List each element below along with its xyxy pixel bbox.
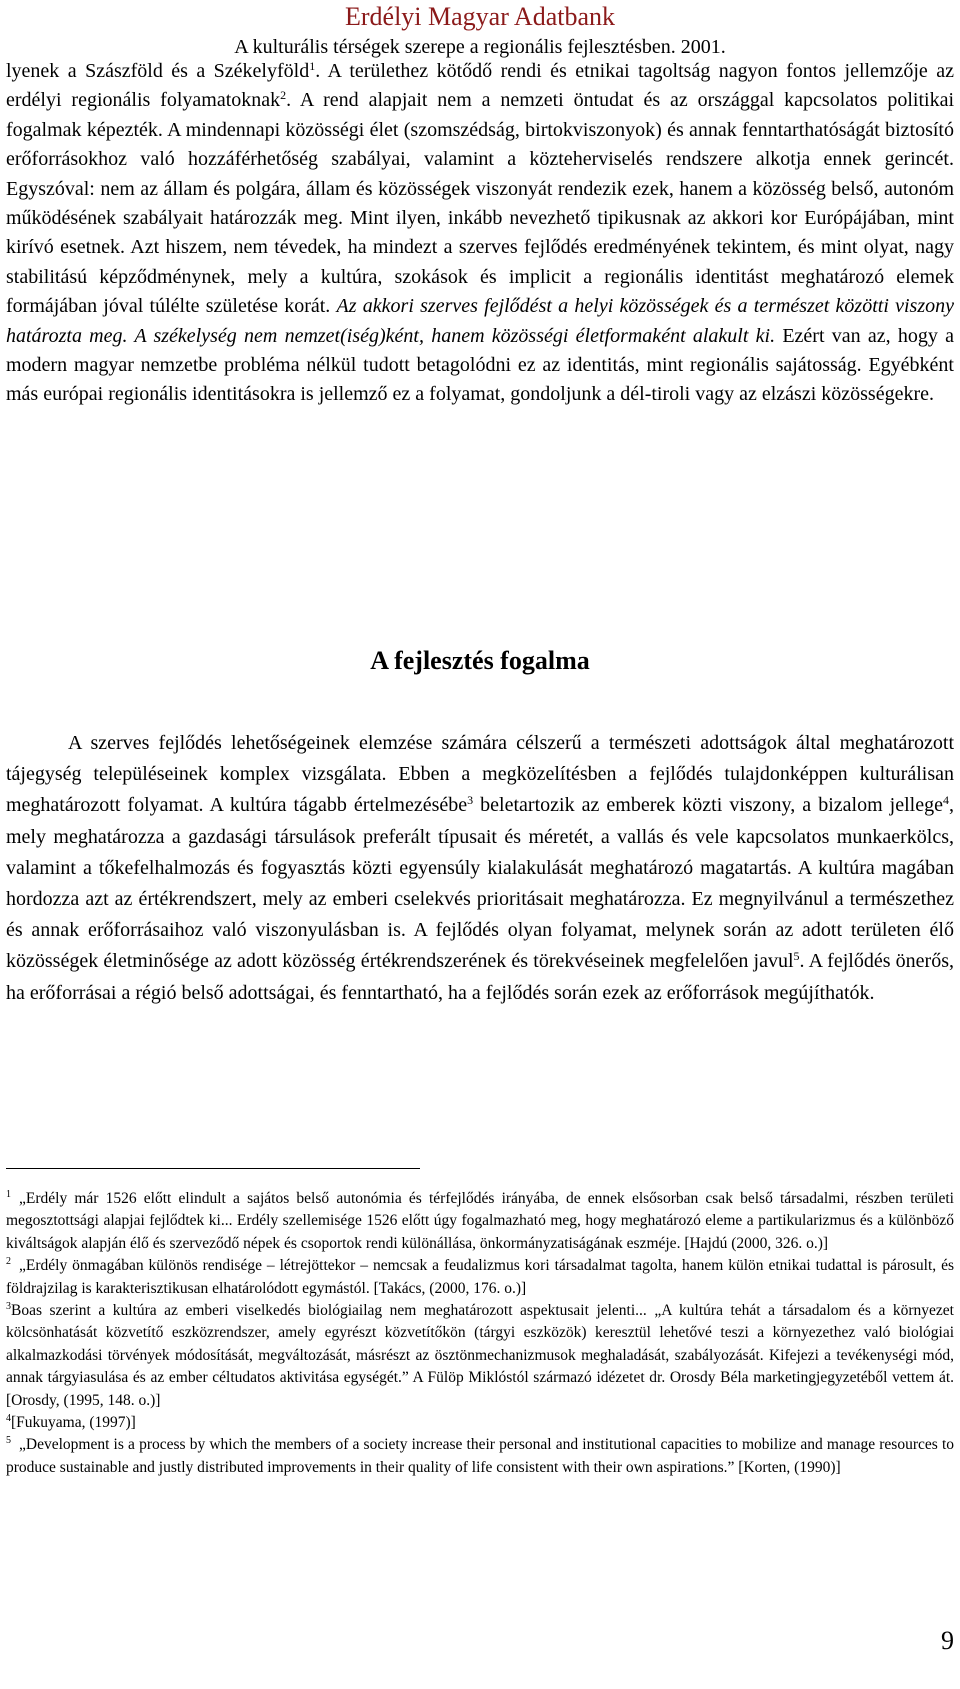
document-title: A kulturális térségek szerepe a regionális fejlesztésben. 2001. bbox=[234, 36, 726, 58]
body-text-segment: . A területhez kötődő rendi és etnikai tagoltság nagyon fontos jellemzője az erdélyi regionális folyamatoknak bbox=[6, 60, 955, 112]
footnote-ref-2[interactable]: 2 bbox=[280, 88, 287, 103]
body-italic-segment: Az akkori szerves fejlődést a helyi közösségek és a természet közötti viszony határozta meg. A székelység nem nemzet(iség)ként, hanem közösségi életformaként alakult ki. bbox=[6, 295, 954, 347]
body-paragraph bbox=[6, 57, 954, 410]
site-title[interactable]: Erdélyi Magyar Adatbank bbox=[344, 2, 616, 31]
footnote-4 bbox=[6, 1412, 954, 1434]
body-text-segment: lyenek a Szászföld és a Székelyföld bbox=[6, 60, 310, 82]
footnote-number: 2 bbox=[6, 1256, 11, 1268]
section-paragraph bbox=[6, 728, 954, 1009]
footnote-ref-3[interactable]: 3 bbox=[467, 793, 474, 808]
footnote-text: „Erdély önmagában különös rendisége – létrejöttekor – nemcsak a feudalizmus kori társadalmat tagolta, hanem külön etnikai tudattal is párosult, és földrajzilag is karakterisztikusan elhatárolódott egymástól. [Takács, (2000, 176. o.)] bbox=[6, 1257, 954, 1297]
footnote-number: 4 bbox=[6, 1413, 11, 1425]
footnote-text: Boas szerint a kultúra az emberi viselkedés biológiailag nem meghatározott aspektusait jelenti... „A kultúra tehát a társadalom és a környezet kölcsönhatását közvetítő eszközrendszer, amely egyrészt közvetítőkön (tárgyi eszközök) keresztül lehetővé teszi a környezethez való biológiai alkalmazkodási törvények módosítását, megváltozását, másrészt az ösztönmechanizmusok meghaladását, szabályozását. Kifejezi a tevékenységi mód, annak tárgyiasulása és az ember céltudatos aktivitása egységét.” A Fülöp Miklóstól származó idézetet dr. Orosdy Béla marketingjegyzetéből vettem át. [Orosdy, (1995, 148. o.)] bbox=[6, 1302, 954, 1409]
footnote-text: „Erdély már 1526 előtt elindult a sajátos belső autonómia és térfejlődés irányába, de ennek elsősorban csak belső társadalmi, részben területi megosztottsági alapjai fejlődtek ki... Erdély szellemisége 1526 előtt úgy fogalmazható meg, hogy meghatározó eleme a partikularizmus és a különböző kiváltságok alapján élő és szerveződő népek és csoportok rendi különállása, önkormányzatiságának eszméje. [Hajdú (2000, 326. o.)] bbox=[6, 1190, 954, 1252]
section-text-segment: , mely meghatározza a gazdasági társulások preferált típusait és méretét, a vallás és vele kapcsolatos munkaerkölcs, valamint a tőkefelhalmozás és fogyasztás közti egyensúly kialakulását meghatározó magatartás. A kultúra magában hordozza azt az értékrendszert, mely az emberi cselekvés prioritásait meghatározza. Ez megnyilvánul a természethez és annak erőforrásaihoz való viszonyulásban is. A fejlődés olyan folyamat, melynek során az adott területen élő közösségek életminősége az adott közösség értékrendszerének és törekvéseinek megfelelően javul bbox=[6, 794, 954, 973]
page-header bbox=[0, 2, 960, 59]
footnote-text: [Fukuyama, (1997)] bbox=[11, 1414, 136, 1432]
footnote-5 bbox=[6, 1434, 954, 1479]
footnote-2 bbox=[6, 1255, 954, 1300]
page-number: 9 bbox=[941, 1626, 954, 1655]
footnote-divider bbox=[6, 1168, 420, 1169]
footnote-number: 1 bbox=[6, 1189, 11, 1200]
footnote-ref-4[interactable]: 4 bbox=[942, 793, 949, 808]
body-text-segment: Ezért van az, hogy a modern magyar nemzetbe probléma nélkül tudott betagolódni ez az identitás, mint regionális sajátosság. Egyébként más európai regionális identitásokra is jellemző ez a folyamat, gondoljunk a dél-tiroli vagy az elzászi közösségekre. bbox=[6, 324, 954, 406]
section-text-segment: beletartozik az emberek közti viszony, a bizalom jellege bbox=[473, 794, 943, 817]
footnotes bbox=[6, 1188, 954, 1479]
footnote-ref-5[interactable]: 5 bbox=[793, 949, 800, 964]
section-heading: A fejlesztés fogalma bbox=[370, 646, 590, 675]
body-text-segment: . A rend alapjait nem a nemzeti öntudat és az országgal kapcsolatos politikai fogalmak képezték. A mindennapi közösségi élet (szomszédság, birtokviszonyok) és annak fenntarthatóságát biztosító erőforrásokhoz való hozzáférhetőség szabályai, valamint a közteherviselés rendszere alkotja ennek gerincét. Egyszóval: nem az állam és polgára, állam és közösségek viszonyát rendezik ezek, hanem a közösség belső, autonóm működésének szabályait határozzák meg. Mint ilyen, inkább nevezhető tipikusnak az akkori kor Európájában, mint kirívó esetnek. Azt hiszem, nem tévedek, ha mindezt a szerves fejlődés eredményének tekintem, és mint olyat, nagy stabilitású képződménynek, mely a kultúra, szokások és implicit a regionális identitást meghatározó elemek formájában jóval túlélte születése korát. bbox=[6, 89, 955, 318]
footnote-1 bbox=[6, 1188, 954, 1255]
footnote-number: 3 bbox=[6, 1301, 11, 1313]
section-text-segment: . A fejlődés önerős, ha erőforrásai a régió belső adottságai, és fenntartható, ha a fejlődés során ezek az erőforrások megújíthatók. bbox=[6, 950, 954, 1004]
footnote-ref-1[interactable]: 1 bbox=[309, 59, 316, 73]
footnote-number: 5 bbox=[6, 1435, 11, 1447]
section-text-segment: A szerves fejlődés lehetőségeinek elemzése számára célszerű a természeti adottságok által meghatározott tájegység településeinek komplex vizsgálata. Ebben a megközelítésben a fejlődés tulajdonképpen kulturálisan meghatározott folyamat. A kultúra tágabb értelmezésébe bbox=[6, 732, 954, 817]
footnote-3 bbox=[6, 1300, 954, 1412]
footnote-text: „Development is a process by which the members of a society increase their personal and institutional capacities to mobilize and manage resources to produce sustainable and justly distributed improvements in their quality of life consistent with their own aspirations.” [Korten, (1990)] bbox=[6, 1436, 954, 1476]
